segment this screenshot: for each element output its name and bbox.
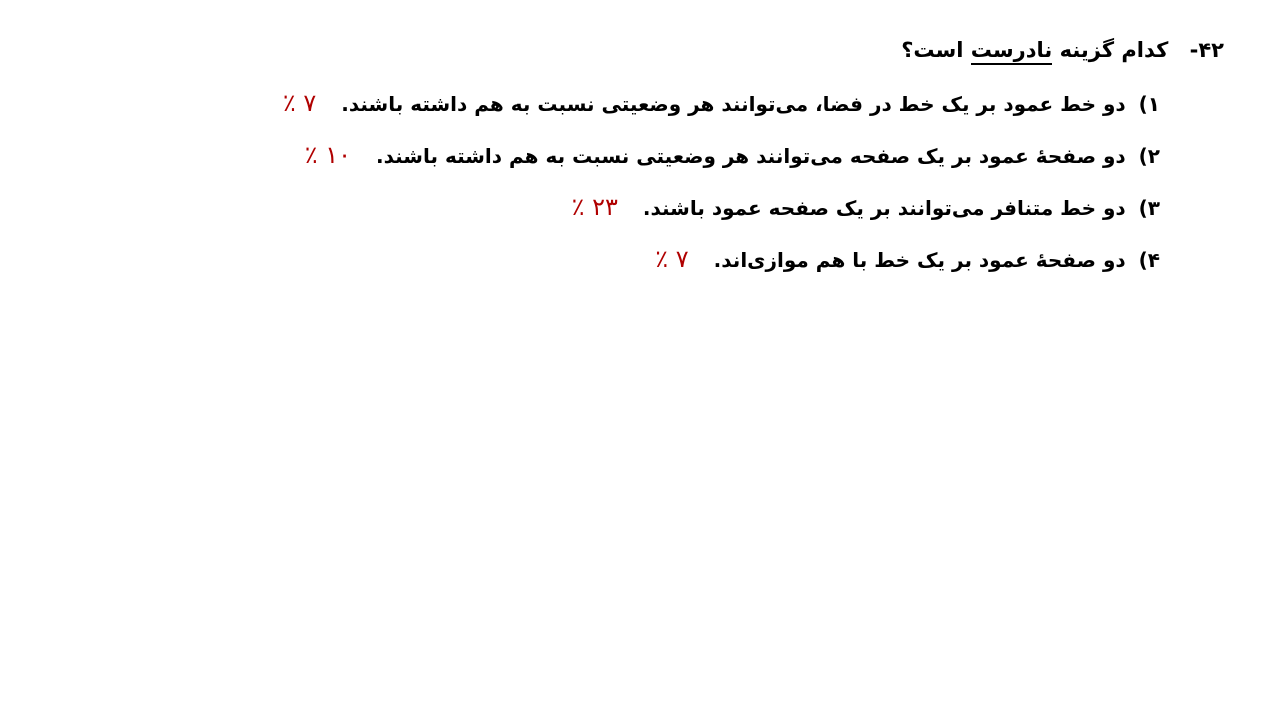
question-heading (901, 33, 1224, 67)
answer-options-list (283, 86, 1160, 294)
answer-option-3[interactable] (283, 190, 1160, 242)
option-percent: ۷ ٪ (282, 89, 317, 117)
option-number: ۲) (1138, 144, 1160, 168)
option-text: دو صفحهٔ عمود بر یک خط با هم موازی‌اند. (713, 248, 1126, 272)
option-text: دو صفحهٔ عمود بر یک صفحه می‌توانند هر وضعیتی نسبت به هم داشته باشند. (375, 144, 1126, 168)
question-text-after: است؟ (901, 38, 964, 62)
option-text: دو خط عمود بر یک خط در فضا، می‌توانند هر وضعیتی نسبت به هم داشته باشند. (341, 92, 1126, 116)
question-underlined-word: نادرست (971, 38, 1053, 65)
question-number: ۴۲- (1189, 38, 1224, 62)
question-text-before: کدام گزینه (1059, 38, 1169, 62)
answer-option-2[interactable] (283, 138, 1160, 190)
option-number: ۳) (1138, 196, 1160, 220)
option-percent: ۷ ٪ (655, 245, 689, 273)
answer-option-1[interactable] (283, 86, 1160, 138)
option-percent: ۱۰ ٪ (304, 141, 352, 169)
answer-option-4[interactable] (283, 242, 1160, 294)
option-text: دو خط متنافر می‌توانند بر یک صفحه عمود باشند. (642, 196, 1126, 220)
option-number: ۱) (1138, 92, 1160, 116)
option-percent: ۲۳ ٪ (571, 193, 618, 221)
option-number: ۴) (1138, 248, 1160, 272)
